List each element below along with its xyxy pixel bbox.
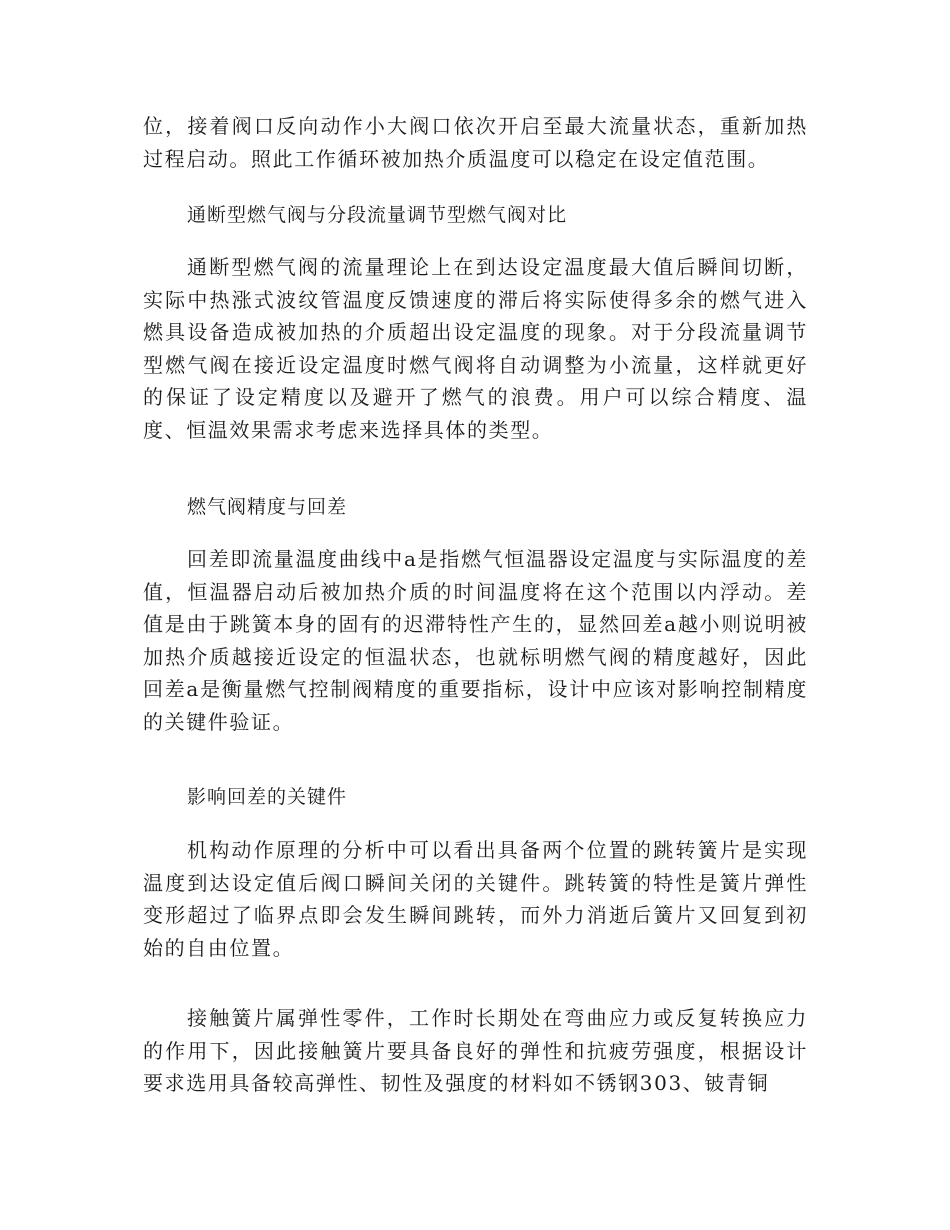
section-heading-key-components: 影响回差的关键件 — [187, 786, 348, 808]
paragraph-contact-spring: 接触簧片属弹性零件，工作时长期处在弯曲应力或反复转换应力的作用下，因此接触簧片要具备良好的弹性和抗疲劳强度，根据设计要求选用具备较高弹性、韧性及强度的材料如不锈钢303、铍青铜 — [143, 1006, 808, 1095]
section-heading-precision-hysteresis: 燃气阀精度与回差 — [187, 496, 348, 518]
paragraph-continuation: 位，接着阀口反向动作小大阀口依次开启至最大流量状态，重新加热过程启动。照此工作循环被加热介质温度可以稳定在设定值范围。 — [143, 114, 808, 171]
section-heading-valve-comparison: 通断型燃气阀与分段流量调节型燃气阀对比 — [187, 204, 568, 226]
paragraph-valve-comparison: 通断型燃气阀的流量理论上在到达设定温度最大值后瞬间切断，实际中热涨式波纹管温度反馈速度的滞后将实际使得多余的燃气进入燃具设备造成被加热的介质超出设定温度的现象。对于分段流量调节型燃气阀在接近设定温度时燃气阀将自动调整为小流量，这样就更好的保证了设定精度以及避开了燃气的浪费。用户可以综合精度、温度、恒温效果需求考虑来选择具体的类型。 — [143, 255, 808, 442]
paragraph-key-components: 机构动作原理的分析中可以看出具备两个位置的跳转簧片是实现温度到达设定值后阀口瞬间关闭的关键件。跳转簧的特性是簧片弹性变形超过了临界点即会发生瞬间跳转，而外力消逝后簧片又回复到初始的自由位置。 — [143, 838, 808, 960]
paragraph-hysteresis: 回差即流量温度曲线中a是指燃气恒温器设定温度与实际温度的差值，恒温器启动后被加热介质的时间温度将在这个范围以内浮动。差值是由于跳簧本身的固有的迟滞特性产生的，显然回差a越小则说明被加热介质越接近设定的恒温状态，也就标明燃气阀的精度越好，因此回差a是衡量燃气控制阀精度的重要指标，设计中应该对影响控制精度的关键件验证。 — [143, 547, 808, 734]
